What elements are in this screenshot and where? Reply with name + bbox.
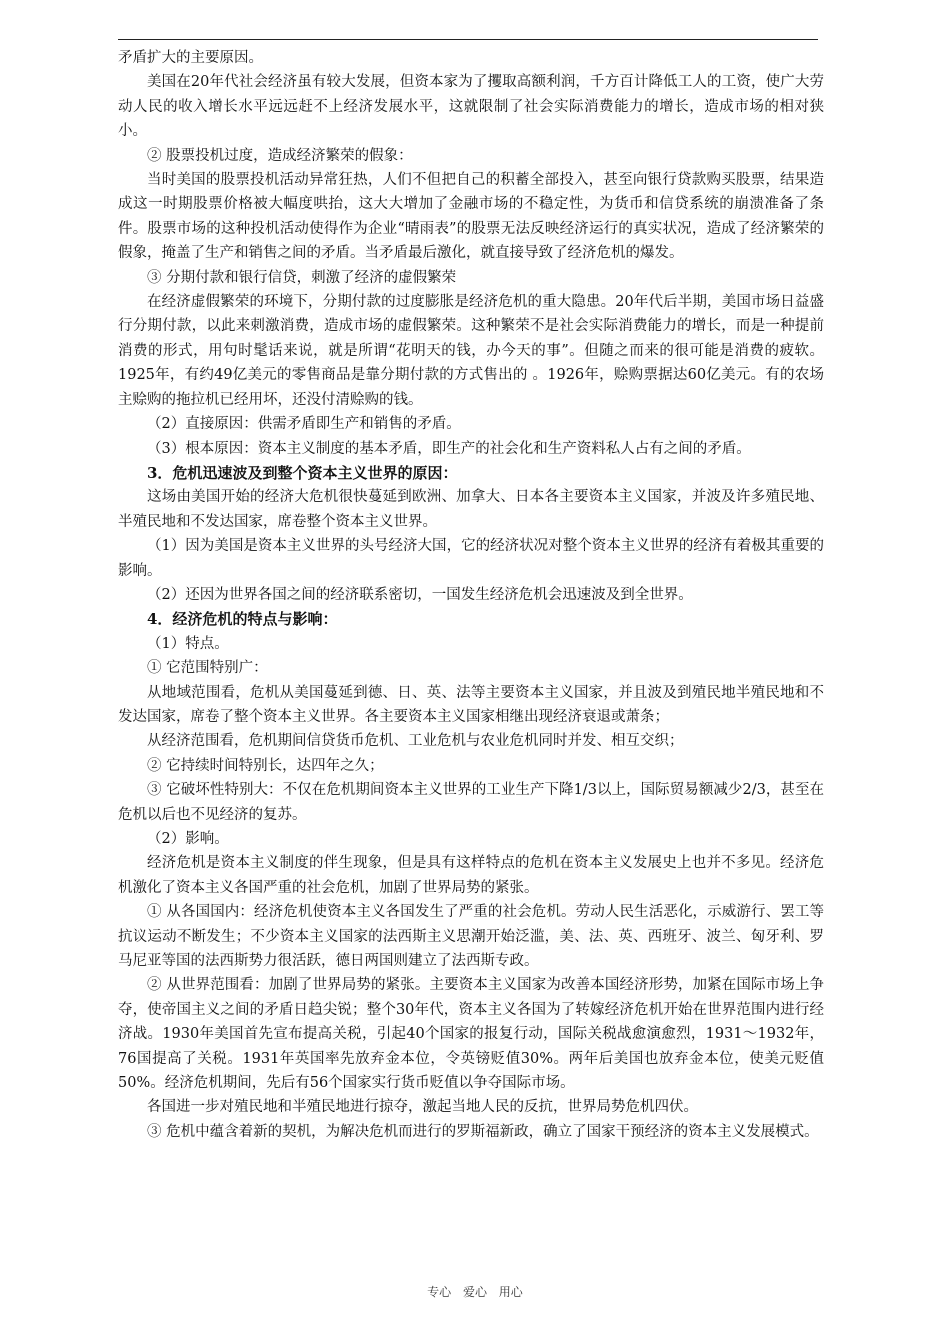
page-footer: 专心 爱心 用心 [427, 1285, 523, 1299]
list-item: ③ 它破坏性特别大：不仅在危机期间资本主义世界的工业生产下降1/3以上，国际贸易额减少2/3，甚至在危机以后也不见经济的复苏。 [118, 782, 824, 823]
list-item: ② 股票投机过度，造成经济繁荣的假象： [147, 147, 413, 164]
list-item: ② 从世界范围看：加剧了世界局势的紧张。主要资本主义国家为改善本国经济形势，加紧在国际市场上争夺，使帝国主义之间的矛盾日趋尖锐；整个30年代，资本主义各国为了转嫁经济危机开始在世界范围内进行经济战。1930年美国首先宣布提高关税，引起40个国家的报复行动，国际关税战愈演愈烈，1931～1932年，76国提高了关税。1931年英国率先放弃金本位，令英镑贬值30%。两年后美国也放弃金本位，使美元贬值50%。经济危机期间，先后有56个国家实行货币贬值以争夺国际市场。 [118, 977, 824, 1092]
document-body [118, 46, 824, 1144]
list-item: ① 从各国国内：经济危机使资本主义各国发生了严重的社会危机。劳动人民生活恶化，示威游行、罢工等抗议运动不断发生；不少资本主义国家的法西斯主义思潮开始泛滥，美、法、英、西班牙、波兰、匈牙利、罗马尼亚等国的法西斯势力很活跃，德日两国则建立了法西斯专政。 [118, 904, 824, 970]
paragraph: 各国进一步对殖民地和半殖民地进行掠夺，激起当地人民的反抗，世界局势危机四伏。 [147, 1099, 698, 1116]
section-heading: 4．经济危机的特点与影响： [147, 610, 338, 629]
paragraph: 经济危机是资本主义制度的伴生现象，但是具有这样特点的危机在资本主义发展史上也并不多见。经济危机激化了资本主义各国严重的社会危机，加剧了世界局势的紧张。 [118, 855, 824, 896]
list-item: （1）因为美国是资本主义世界的头号经济大国，它的经济状况对整个资本主义世界的经济有着极其重要的影响。 [118, 538, 824, 579]
paragraph: 这场由美国开始的经济大危机很快蔓延到欧洲、加拿大、日本各主要资本主义国家，并波及许多殖民地、半殖民地和不发达国家，席卷整个资本主义世界。 [118, 489, 824, 530]
list-item: （2）直接原因：供需矛盾即生产和销售的矛盾。 [147, 416, 461, 433]
list-item: （2）影响。 [147, 831, 229, 847]
paragraph: 在经济虚假繁荣的环境下，分期付款的过度膨胀是经济危机的重大隐患。20年代后半期，美国市场日益盛行分期付款，以此来刺激消费，造成市场的虚假繁荣。这种繁荣不是社会实际消费能力的增长，而是一种提前消费的形式，用句时髦话来说，就是所谓“花明天的钱，办今天的事”。但随之而来的很可能是消费的疲软。1925年，有约49亿美元的零售商品是靠分期付款的方式售出的 。1926年，赊购票据达60亿美元。有的农场主赊购的拖拉机已经用坏，还没付清赊购的钱。 [118, 294, 824, 408]
list-item: （3）根本原因：资本主义制度的基本矛盾，即生产的社会化和生产资料私人占有之间的矛盾。 [147, 440, 751, 457]
paragraph: 当时美国的股票投机活动异常狂热，人们不但把自己的积蓄全部投入，甚至向银行贷款购买股票，结果造成这一时期股票价格被大幅度哄抬，这大大增加了金融市场的不稳定性，为货币和信贷系统的崩溃准备了条件。股票市场的这种投机活动使得作为企业“晴雨表”的股票无法反映经济运行的真实状况，造成了经济繁荣的假象，掩盖了生产和销售之间的矛盾。当矛盾最后激化，就直接导致了经济危机的爆发。 [118, 172, 824, 262]
paragraph: 从地域范围看，危机从美国蔓延到德、日、英、法等主要资本主义国家，并且波及到殖民地半殖民地和不发达国家，席卷了整个资本主义世界。各主要资本主义国家相继出现经济衰退或萧条； [118, 684, 824, 725]
list-item: （2）还因为世界各国之间的经济联系密切，一国发生经济危机会迅速波及到全世界。 [147, 586, 693, 603]
list-item: ③ 危机中蕴含着新的契机，为解决危机而进行的罗斯福新政，确立了国家干预经济的资本主义发展模式。 [147, 1123, 819, 1140]
paragraph: 从经济范围看，危机期间信贷货币危机、工业危机与农业危机同时并发、相互交织； [147, 733, 684, 750]
list-item: ③ 分期付款和银行信贷，刺激了经济的虚假繁荣 [147, 269, 457, 286]
list-item: ① 它范围特别广： [147, 660, 268, 677]
header-rule [118, 39, 818, 40]
list-item: ② 它持续时间特别长，达四年之久； [147, 757, 384, 774]
paragraph: 矛盾扩大的主要原因。 [118, 50, 263, 66]
section-heading: 3．危机迅速波及到整个资本主义世界的原因： [147, 463, 458, 482]
list-item: （1）特点。 [147, 635, 229, 652]
paragraph: 美国在20年代社会经济虽有较大发展，但资本家为了攫取高额利润，千方百计降低工人的工资，使广大劳动人民的收入增长水平远远赶不上经济发展水平，这就限制了社会实际消费能力的增长，造成市场的相对狭小。 [118, 74, 824, 140]
